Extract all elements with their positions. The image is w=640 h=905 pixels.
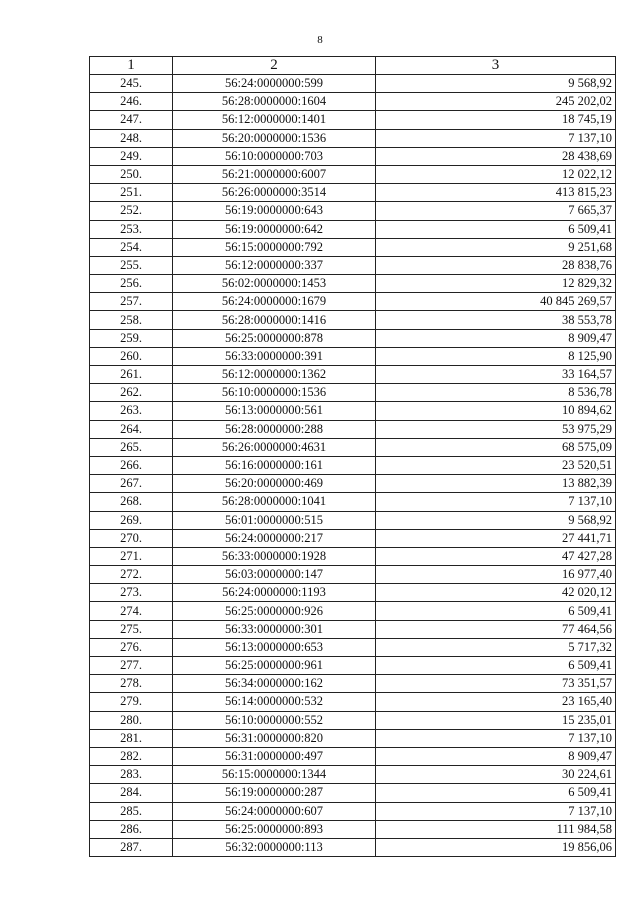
table-row (90, 238, 616, 256)
amount-cell: 42 020,12 (376, 584, 616, 602)
table-row (90, 311, 616, 329)
amount-cell: 7 665,37 (376, 202, 616, 220)
cadastral-number-cell: 56:26:0000000:4631 (173, 438, 376, 456)
amount-cell: 7 137,10 (376, 493, 616, 511)
table-row (90, 493, 616, 511)
register-table (89, 56, 616, 857)
cadastral-number-cell: 56:24:0000000:607 (173, 802, 376, 820)
amount-cell: 30 224,61 (376, 766, 616, 784)
table-row (90, 366, 616, 384)
amount-cell: 77 464,56 (376, 620, 616, 638)
row-number-cell: 277. (90, 657, 173, 675)
cadastral-number-cell: 56:12:0000000:1362 (173, 366, 376, 384)
table-row (90, 329, 616, 347)
row-number-cell: 253. (90, 220, 173, 238)
cadastral-number-cell: 56:16:0000000:161 (173, 456, 376, 474)
table-row (90, 129, 616, 147)
row-number-cell: 274. (90, 602, 173, 620)
cadastral-number-cell: 56:02:0000000:1453 (173, 275, 376, 293)
column-header-1: 1 (90, 57, 173, 75)
cadastral-number-cell: 56:24:0000000:599 (173, 75, 376, 93)
table-row (90, 566, 616, 584)
amount-cell: 15 235,01 (376, 711, 616, 729)
table-row (90, 766, 616, 784)
amount-cell: 8 909,47 (376, 747, 616, 765)
table-row (90, 638, 616, 656)
amount-cell: 28 438,69 (376, 147, 616, 165)
cadastral-number-cell: 56:31:0000000:820 (173, 729, 376, 747)
cadastral-number-cell: 56:12:0000000:337 (173, 256, 376, 274)
table-row (90, 475, 616, 493)
table-row (90, 529, 616, 547)
amount-cell: 9 251,68 (376, 238, 616, 256)
table-row (90, 784, 616, 802)
table-row (90, 693, 616, 711)
amount-cell: 8 909,47 (376, 329, 616, 347)
row-number-cell: 268. (90, 493, 173, 511)
table-row (90, 184, 616, 202)
row-number-cell: 255. (90, 256, 173, 274)
row-number-cell: 263. (90, 402, 173, 420)
cadastral-number-cell: 56:15:0000000:1344 (173, 766, 376, 784)
cadastral-number-cell: 56:19:0000000:643 (173, 202, 376, 220)
cadastral-number-cell: 56:25:0000000:893 (173, 820, 376, 838)
amount-cell: 47 427,28 (376, 547, 616, 565)
row-number-cell: 281. (90, 729, 173, 747)
table-row (90, 820, 616, 838)
cadastral-number-cell: 56:33:0000000:1928 (173, 547, 376, 565)
row-number-cell: 271. (90, 547, 173, 565)
amount-cell: 7 137,10 (376, 129, 616, 147)
row-number-cell: 269. (90, 511, 173, 529)
cadastral-number-cell: 56:24:0000000:1193 (173, 584, 376, 602)
amount-cell: 6 509,41 (376, 220, 616, 238)
table-body (90, 75, 616, 857)
table-row (90, 711, 616, 729)
amount-cell: 23 165,40 (376, 693, 616, 711)
table-row (90, 402, 616, 420)
row-number-cell: 286. (90, 820, 173, 838)
row-number-cell: 259. (90, 329, 173, 347)
row-number-cell: 273. (90, 584, 173, 602)
amount-cell: 8 536,78 (376, 384, 616, 402)
amount-cell: 53 975,29 (376, 420, 616, 438)
amount-cell: 245 202,02 (376, 93, 616, 111)
table-row (90, 456, 616, 474)
table-row (90, 275, 616, 293)
row-number-cell: 245. (90, 75, 173, 93)
amount-cell: 40 845 269,57 (376, 293, 616, 311)
cadastral-number-cell: 56:13:0000000:653 (173, 638, 376, 656)
cadastral-number-cell: 56:19:0000000:287 (173, 784, 376, 802)
cadastral-number-cell: 56:25:0000000:878 (173, 329, 376, 347)
cadastral-number-cell: 56:15:0000000:792 (173, 238, 376, 256)
cadastral-number-cell: 56:31:0000000:497 (173, 747, 376, 765)
cadastral-number-cell: 56:10:0000000:1536 (173, 384, 376, 402)
amount-cell: 10 894,62 (376, 402, 616, 420)
amount-cell: 111 984,58 (376, 820, 616, 838)
row-number-cell: 264. (90, 420, 173, 438)
cadastral-number-cell: 56:26:0000000:3514 (173, 184, 376, 202)
cadastral-number-cell: 56:28:0000000:288 (173, 420, 376, 438)
amount-cell: 8 125,90 (376, 347, 616, 365)
row-number-cell: 249. (90, 147, 173, 165)
amount-cell: 23 520,51 (376, 456, 616, 474)
amount-cell: 73 351,57 (376, 675, 616, 693)
row-number-cell: 265. (90, 438, 173, 456)
amount-cell: 6 509,41 (376, 784, 616, 802)
row-number-cell: 275. (90, 620, 173, 638)
amount-cell: 38 553,78 (376, 311, 616, 329)
amount-cell: 27 441,71 (376, 529, 616, 547)
amount-cell: 5 717,32 (376, 638, 616, 656)
table-row (90, 347, 616, 365)
cadastral-number-cell: 56:24:0000000:217 (173, 529, 376, 547)
row-number-cell: 266. (90, 456, 173, 474)
cadastral-number-cell: 56:32:0000000:113 (173, 838, 376, 856)
row-number-cell: 251. (90, 184, 173, 202)
cadastral-number-cell: 56:01:0000000:515 (173, 511, 376, 529)
cadastral-number-cell: 56:12:0000000:1401 (173, 111, 376, 129)
row-number-cell: 267. (90, 475, 173, 493)
row-number-cell: 258. (90, 311, 173, 329)
cadastral-number-cell: 56:14:0000000:532 (173, 693, 376, 711)
row-number-cell: 278. (90, 675, 173, 693)
cadastral-number-cell: 56:10:0000000:552 (173, 711, 376, 729)
amount-cell: 7 137,10 (376, 729, 616, 747)
cadastral-number-cell: 56:33:0000000:301 (173, 620, 376, 638)
amount-cell: 413 815,23 (376, 184, 616, 202)
amount-cell: 9 568,92 (376, 511, 616, 529)
table-row (90, 111, 616, 129)
row-number-cell: 257. (90, 293, 173, 311)
table-row (90, 729, 616, 747)
table-row (90, 75, 616, 93)
table-row (90, 293, 616, 311)
table-row (90, 420, 616, 438)
amount-cell: 9 568,92 (376, 75, 616, 93)
table-row (90, 147, 616, 165)
table-row (90, 602, 616, 620)
header-row (90, 57, 616, 75)
cadastral-number-cell: 56:28:0000000:1041 (173, 493, 376, 511)
page-number: 8 (317, 34, 323, 46)
row-number-cell: 247. (90, 111, 173, 129)
amount-cell: 33 164,57 (376, 366, 616, 384)
table-row (90, 657, 616, 675)
table-row (90, 802, 616, 820)
table-row (90, 747, 616, 765)
cadastral-number-cell: 56:28:0000000:1416 (173, 311, 376, 329)
row-number-cell: 282. (90, 747, 173, 765)
cadastral-number-cell: 56:34:0000000:162 (173, 675, 376, 693)
row-number-cell: 250. (90, 165, 173, 183)
cadastral-number-cell: 56:25:0000000:926 (173, 602, 376, 620)
table-row (90, 256, 616, 274)
column-header-3: 3 (376, 57, 616, 75)
cadastral-number-cell: 56:28:0000000:1604 (173, 93, 376, 111)
row-number-cell: 254. (90, 238, 173, 256)
cadastral-number-cell: 56:33:0000000:391 (173, 347, 376, 365)
row-number-cell: 256. (90, 275, 173, 293)
table-row (90, 511, 616, 529)
table-row (90, 584, 616, 602)
cadastral-number-cell: 56:25:0000000:961 (173, 657, 376, 675)
table-row (90, 547, 616, 565)
table-row (90, 165, 616, 183)
table-row (90, 438, 616, 456)
cadastral-number-cell: 56:21:0000000:6007 (173, 165, 376, 183)
cadastral-number-cell: 56:13:0000000:561 (173, 402, 376, 420)
amount-cell: 13 882,39 (376, 475, 616, 493)
row-number-cell: 279. (90, 693, 173, 711)
cadastral-number-cell: 56:24:0000000:1679 (173, 293, 376, 311)
table-row (90, 620, 616, 638)
row-number-cell: 270. (90, 529, 173, 547)
row-number-cell: 285. (90, 802, 173, 820)
row-number-cell: 287. (90, 838, 173, 856)
table-row (90, 93, 616, 111)
table-row (90, 202, 616, 220)
table-row (90, 675, 616, 693)
row-number-cell: 276. (90, 638, 173, 656)
amount-cell: 28 838,76 (376, 256, 616, 274)
column-header-2: 2 (173, 57, 376, 75)
amount-cell: 6 509,41 (376, 657, 616, 675)
amount-cell: 7 137,10 (376, 802, 616, 820)
row-number-cell: 248. (90, 129, 173, 147)
row-number-cell: 272. (90, 566, 173, 584)
row-number-cell: 283. (90, 766, 173, 784)
cadastral-number-cell: 56:20:0000000:469 (173, 475, 376, 493)
row-number-cell: 260. (90, 347, 173, 365)
amount-cell: 12 829,32 (376, 275, 616, 293)
amount-cell: 12 022,12 (376, 165, 616, 183)
cadastral-number-cell: 56:19:0000000:642 (173, 220, 376, 238)
cadastral-number-cell: 56:20:0000000:1536 (173, 129, 376, 147)
amount-cell: 16 977,40 (376, 566, 616, 584)
row-number-cell: 261. (90, 366, 173, 384)
row-number-cell: 262. (90, 384, 173, 402)
amount-cell: 19 856,06 (376, 838, 616, 856)
row-number-cell: 246. (90, 93, 173, 111)
amount-cell: 6 509,41 (376, 602, 616, 620)
amount-cell: 68 575,09 (376, 438, 616, 456)
row-number-cell: 252. (90, 202, 173, 220)
row-number-cell: 280. (90, 711, 173, 729)
table-row (90, 220, 616, 238)
table-row (90, 384, 616, 402)
cadastral-number-cell: 56:03:0000000:147 (173, 566, 376, 584)
amount-cell: 18 745,19 (376, 111, 616, 129)
row-number-cell: 284. (90, 784, 173, 802)
cadastral-number-cell: 56:10:0000000:703 (173, 147, 376, 165)
table-row (90, 838, 616, 856)
